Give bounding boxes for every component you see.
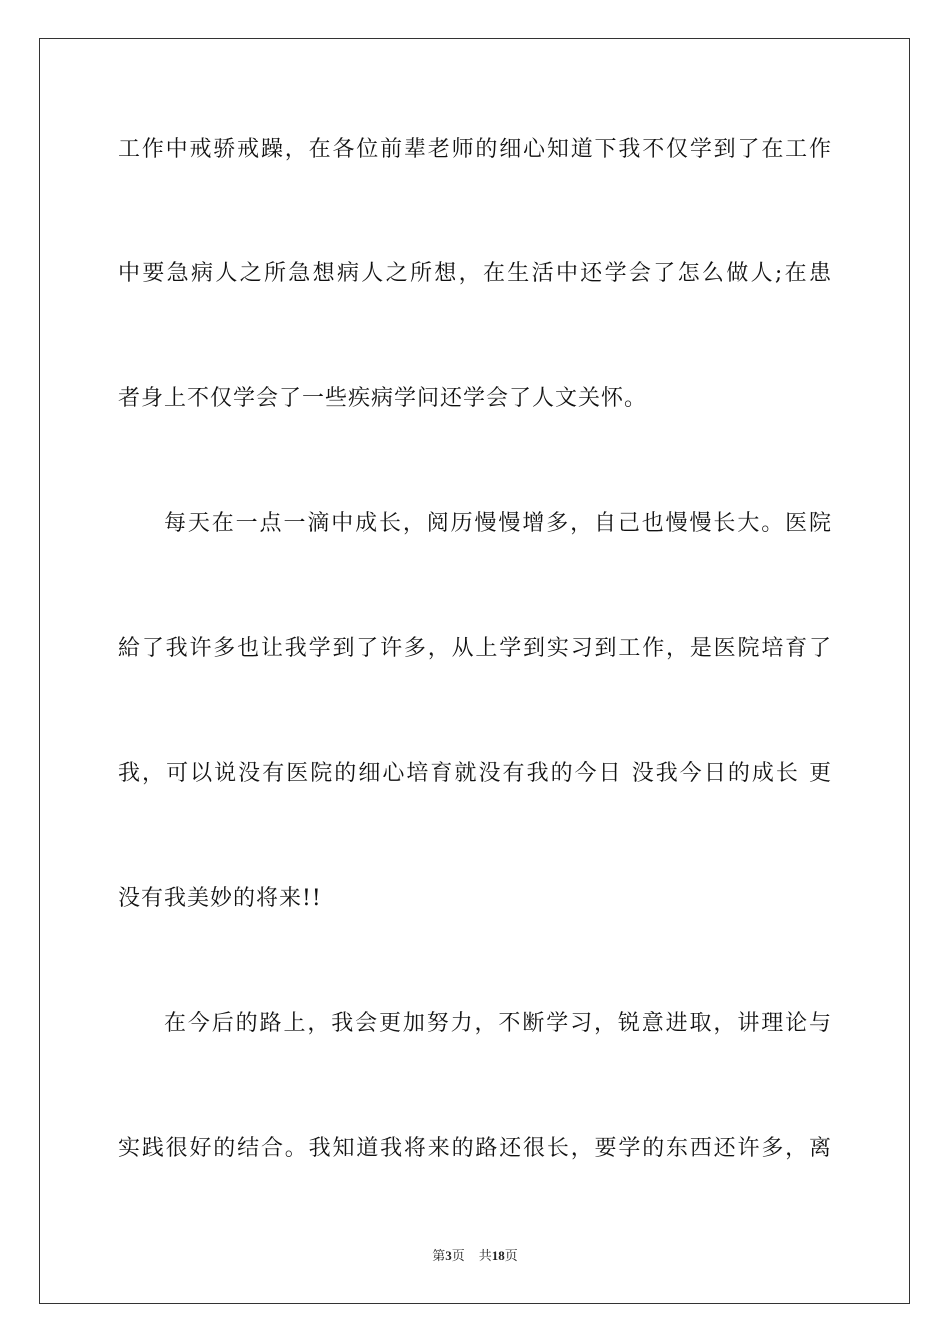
page-border [39, 38, 910, 1304]
page-number: 3 [445, 1248, 452, 1263]
total-prefix: 共 [478, 1248, 492, 1263]
page-footer [0, 1247, 950, 1265]
page-suffix: 页 [451, 1248, 465, 1263]
total-suffix: 页 [504, 1248, 518, 1263]
paragraph-2-line-4: 没有我美妙的将来!! [118, 886, 322, 911]
text-line-2: 中要急病人之所急想病人之所想，在生活中还学会了怎么做人;在患 [118, 261, 832, 286]
paragraph-2-line-2: 給了我许多也让我学到了许多，从上学到实习到工作，是医院培育了 [118, 636, 832, 661]
paragraph-2-line-3: 我，可以说没有医院的细心培育就没有我的今日 没我今日的成长 更 [118, 761, 832, 786]
paragraph-3-line-2: 实践很好的结合。我知道我将来的路还很长，要学的东西还许多，离 [118, 1136, 832, 1161]
text-line-1: 工作中戒骄戒躁，在各位前辈老师的细心知道下我不仅学到了在工作 [118, 137, 832, 162]
page-prefix: 第 [432, 1248, 446, 1263]
text-line-3: 者身上不仅学会了一些疾病学问还学会了人文关怀。 [118, 386, 648, 411]
paragraph-3-line-1: 在今后的路上，我会更加努力，不断学习，锐意进取，讲理论与 [164, 1011, 832, 1036]
paragraph-2-line-1: 每天在一点一滴中成长，阅历慢慢增多，自己也慢慢长大。医院 [164, 511, 832, 536]
total-pages: 18 [491, 1248, 505, 1263]
